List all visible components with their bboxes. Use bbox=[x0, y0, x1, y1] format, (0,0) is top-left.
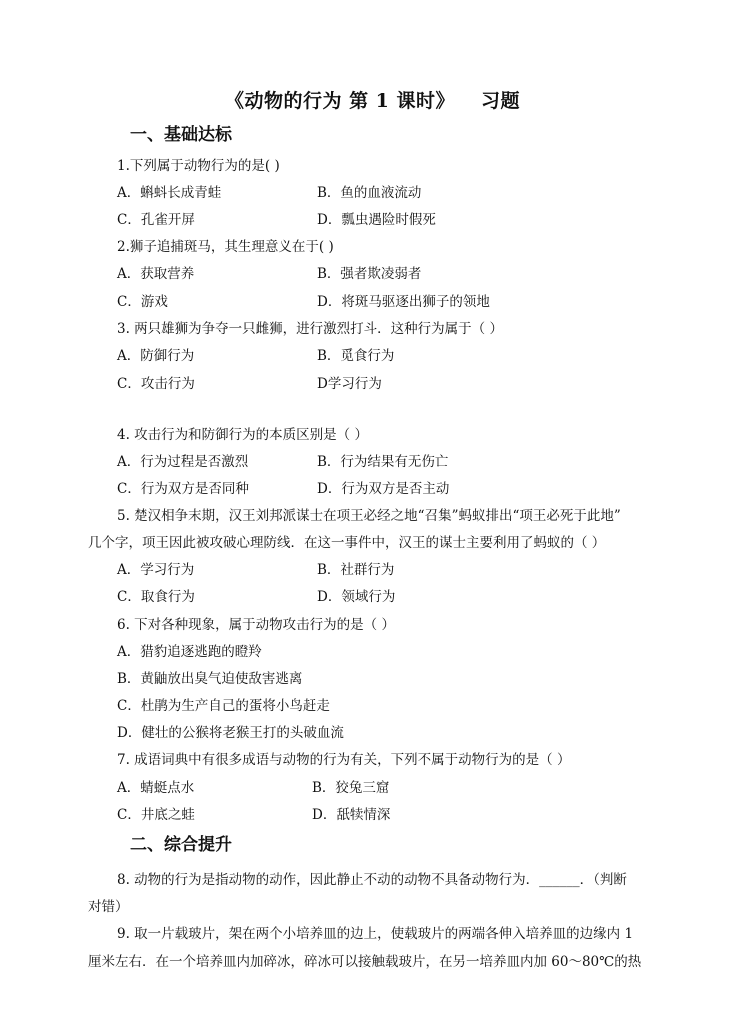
q4-option-d: D．行为双方是否主动 bbox=[317, 481, 450, 497]
q7-option-d: D．舐犊情深 bbox=[312, 807, 391, 823]
q6-stem: 6. 下对各种现象，属于动物攻击行为的是（ ） bbox=[117, 617, 395, 633]
q1-option-d: D．瓢虫遇险时假死 bbox=[317, 212, 436, 228]
q5-option-a: A．学习行为 bbox=[117, 562, 195, 578]
q1-option-c: C．孔雀开屏 bbox=[117, 212, 195, 228]
q4-option-c: C．行为双方是否同种 bbox=[117, 481, 249, 497]
q5-stem-line1: 5. 楚汉相争末期，汉王刘邦派谋士在项王必经之地“召集”蚂蚁排出“项王必死于此地” bbox=[117, 508, 621, 524]
q3-option-a: A．防御行为 bbox=[117, 348, 195, 364]
q3-option-c: C．攻击行为 bbox=[117, 376, 195, 392]
q4-option-b: B．行为结果有无伤亡 bbox=[317, 454, 449, 470]
q5-option-b: B．社群行为 bbox=[317, 562, 395, 578]
q7-option-b: B．狡兔三窟 bbox=[312, 780, 390, 796]
q2-stem: 2.狮子追捕斑马，其生理意义在于( ) bbox=[117, 239, 334, 255]
q2-option-b: B．强者欺凌弱者 bbox=[317, 266, 422, 282]
q2-option-c: C．游戏 bbox=[117, 294, 168, 310]
section-heading-basic: 一、基础达标 bbox=[130, 125, 232, 145]
q2-option-a: A．获取营养 bbox=[117, 266, 195, 282]
q8-line1: 8. 动物的行为是指动物的动作，因此静止不动的动物不具备动物行为．______．（判断 bbox=[117, 872, 627, 888]
q5-stem-line2: 几个字，项王因此被攻破心理防线．在这一事件中，汉王的谋士主要利用了蚂蚁的（ ） bbox=[88, 535, 606, 551]
q3-stem: 3. 两只雄狮为争夺一只雌狮，进行激烈打斗．这种行为属于（ ） bbox=[117, 321, 503, 337]
q2-option-d: D．将斑马驱逐出狮子的领地 bbox=[317, 294, 490, 310]
q8-line2: 对错） bbox=[88, 899, 129, 915]
q4-option-a: A．行为过程是否激烈 bbox=[117, 454, 249, 470]
q3-option-d: D学习行为 bbox=[317, 376, 382, 392]
q3-option-b: B．觅食行为 bbox=[317, 348, 395, 364]
q1-option-a: A．蝌蚪长成青蛙 bbox=[117, 185, 222, 201]
q5-option-c: C．取食行为 bbox=[117, 589, 195, 605]
q6-option-b: B．黄鼬放出臭气迫使敌害逃离 bbox=[117, 671, 303, 687]
q9-line2: 厘米左右．在一个培养皿内加碎冰，碎冰可以接触载玻片，在另一培养皿内加 60～80℃的热 bbox=[88, 954, 642, 970]
title-main: 《动物的行为 第 1 课时》 bbox=[224, 90, 456, 112]
q7-option-c: C．井底之蛙 bbox=[117, 807, 195, 823]
q1-stem: 1.下列属于动物行为的是( ) bbox=[117, 158, 280, 174]
section-heading-advanced: 二、综合提升 bbox=[130, 835, 232, 855]
q6-option-a: A．猎豹追逐逃跑的瞪羚 bbox=[117, 644, 262, 660]
q1-option-b: B．鱼的血液流动 bbox=[317, 185, 422, 201]
q5-option-d: D．领域行为 bbox=[317, 589, 396, 605]
q6-option-d: D．健壮的公猴将老猴王打的头破血流 bbox=[117, 725, 344, 741]
q4-stem: 4. 攻击行为和防御行为的本质区别是（ ） bbox=[117, 427, 368, 443]
q7-option-a: A．蜻蜓点水 bbox=[117, 780, 195, 796]
q6-option-c: C．杜鹃为生产自己的蛋将小鸟赶走 bbox=[117, 698, 330, 714]
q7-stem: 7. 成语词典中有很多成语与动物的行为有关，下列不属于动物行为的是（ ） bbox=[117, 752, 571, 768]
page-title bbox=[0, 86, 745, 113]
q9-line1: 9. 取一片载玻片，架在两个小培养皿的边上，使载玻片的两端各伸入培养皿的边缘内 1 bbox=[117, 926, 634, 942]
title-suffix: 习题 bbox=[481, 90, 521, 112]
